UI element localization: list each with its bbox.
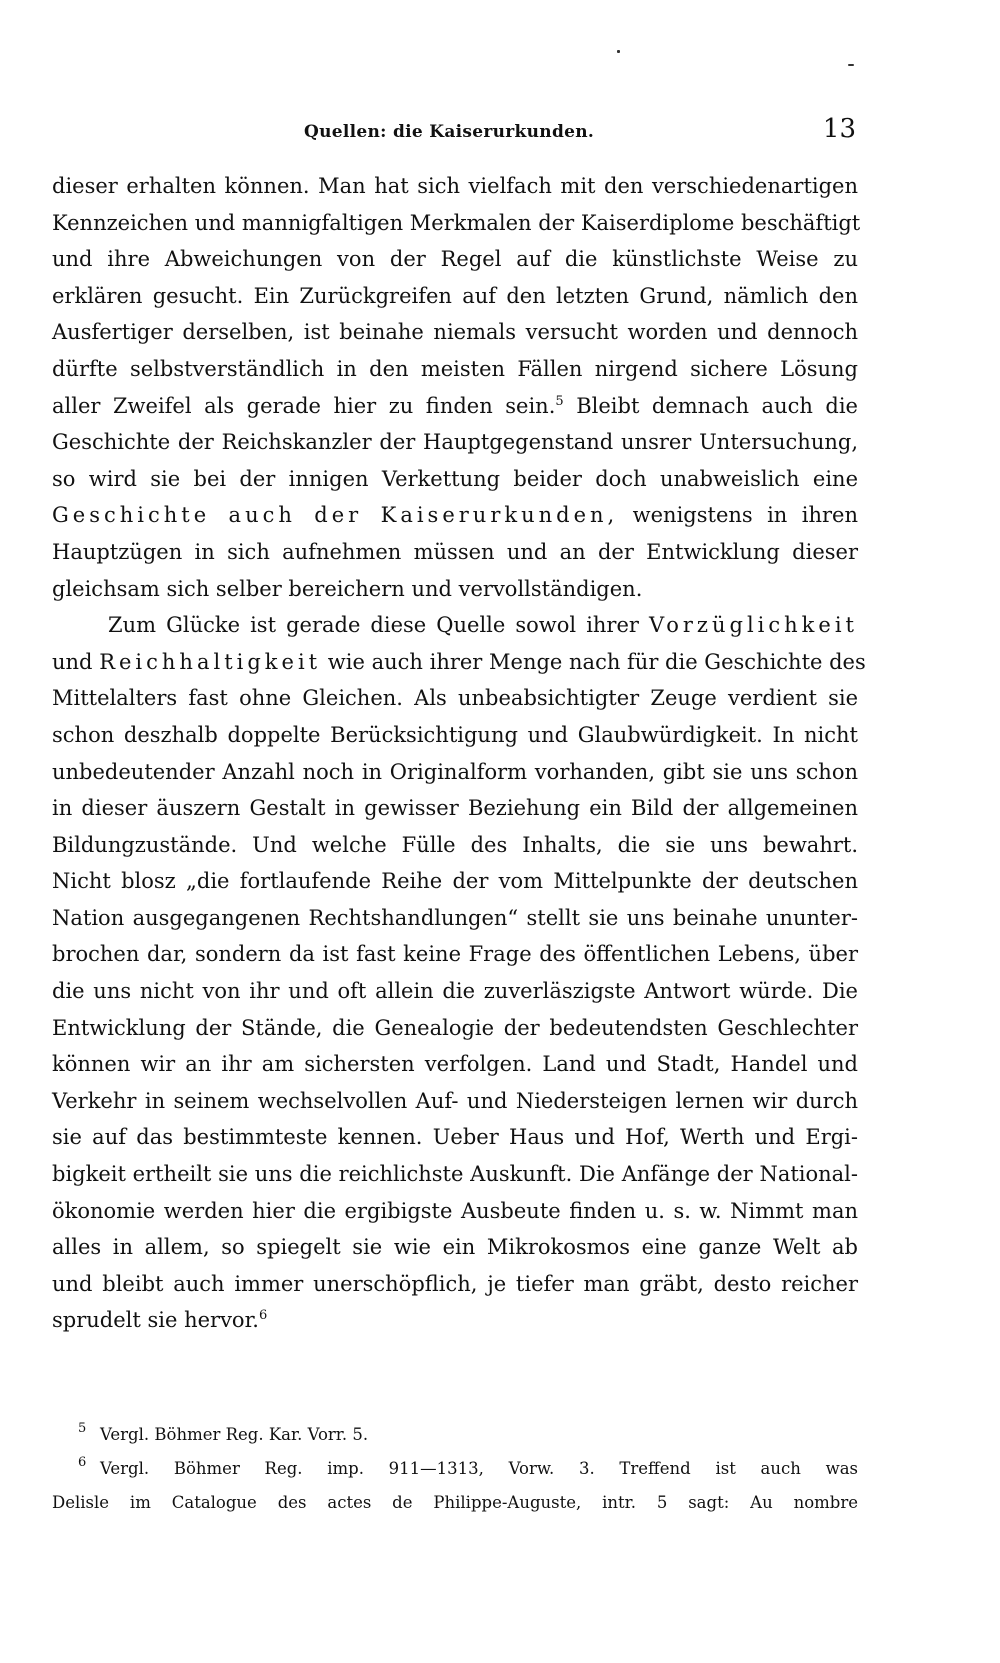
text-segment: wie auch ihrer Menge nach für die Geschichte des: [327, 649, 866, 674]
text-line: Entwicklung der Stände, die Genealogie der bedeutendsten Geschlechter: [52, 1015, 858, 1040]
spaced-emphasis: Reichhaltigkeit: [99, 649, 322, 674]
text-line: [52, 607, 858, 644]
text-segment: und: [52, 649, 93, 674]
spaced-emphasis: Geschichte auch der Kaiserurkunden,: [52, 503, 619, 528]
footnote-5: [52, 1418, 858, 1452]
text-line: erklären gesucht. Ein Zurückgreifen auf den letzten Grund, nämlich den: [52, 283, 858, 308]
page-number: 13: [822, 114, 856, 144]
text-line: [52, 497, 858, 534]
text-line: Kennzeichen und mannigfaltigen Merkmalen der Kaiserdiplome beschäftigt: [52, 210, 861, 235]
text-line: schon deszhalb doppelte Berücksichtigung und Glaubwürdigkeit. In nicht: [52, 722, 858, 747]
footnote-text: Vergl. Böhmer Reg. imp. 911—1313, Vorw. 3. Treffend ist auch was: [100, 1459, 858, 1478]
text-line: dieser erhalten können. Man hat sich vielfach mit den verschiedenartigen: [52, 174, 858, 198]
text-segment: Bleibt demnach auch die: [576, 393, 858, 418]
footnote-6-continued: Delisle im Catalogue des actes de Philippe-Auguste, intr. 5 sagt: Au nombre: [52, 1493, 858, 1512]
text-line: in dieser äuszern Gestalt in gewisser Beziehung ein Bild der allgemeinen: [52, 796, 858, 821]
text-line: die uns nicht von ihr und oft allein die zuverläszigste Antwort würde. Die: [52, 979, 858, 1004]
scan-speck: [617, 50, 620, 53]
footnote-reference[interactable]: 5: [555, 393, 564, 409]
text-segment: sprudelt sie hervor.: [52, 1308, 259, 1333]
text-segment: wenigstens in ihren: [632, 503, 858, 528]
text-line: Nation ausgegangenen Rechtshandlungen“ stellt sie uns beinahe ununter-: [52, 905, 858, 930]
text-line: Bildungzustände. Und welche Fülle des Inhalts, die sie uns bewahrt.: [52, 832, 858, 857]
spaced-emphasis: Vorzüglichkeit: [649, 613, 858, 638]
footnote-marker: 6: [78, 1455, 87, 1470]
footnotes: [52, 1418, 858, 1520]
text-line: dürfte selbstverständlich in den meisten Fällen nirgend sichere Lösung: [52, 356, 858, 381]
text-line: sie auf das bestimmteste kennen. Ueber Haus und Hof, Werth und Ergi-: [52, 1125, 858, 1150]
text-line: und bleibt auch immer unerschöpflich, je tiefer man gräbt, desto reicher: [52, 1271, 858, 1296]
text-line: Mittelalters fast ohne Gleichen. Als unbeabsichtigter Zeuge verdient sie: [52, 686, 858, 711]
text-line: so wird sie bei der innigen Verkettung beider doch unabweislich eine: [52, 466, 858, 491]
text-line: und ihre Abweichungen von der Regel auf die künstlichste Weise zu: [52, 247, 858, 272]
footnote-text: Vergl. Böhmer Reg. Kar. Vorr. 5.: [100, 1425, 369, 1444]
text-line: können wir an ihr am sichersten verfolgen. Land und Stadt, Handel und: [52, 1052, 858, 1077]
text-line: gleichsam sich selber bereichern und vervollständigen.: [52, 576, 643, 601]
footnote-reference[interactable]: 6: [259, 1308, 268, 1324]
text-line: alles in allem, so spiegelt sie wie ein Mikrokosmos eine ganze Welt ab: [52, 1235, 858, 1260]
text-line: [52, 388, 858, 425]
text-line: [52, 644, 866, 681]
text-line: brochen dar, sondern da ist fast keine Frage des öffentlichen Lebens, über: [52, 942, 858, 967]
scan-speck: [848, 64, 854, 66]
text-line: Nicht blosz „die fortlaufende Reihe der vom Mittelpunkte der deutschen: [52, 869, 858, 894]
running-head: Quellen: die Kaiserurkunden.: [304, 122, 595, 142]
text-line: Geschichte der Reichskanzler der Hauptgegenstand unsrer Untersuchung,: [52, 430, 858, 455]
body-text: [52, 168, 866, 1339]
text-line: Verkehr in seinem wechselvollen Auf- und Niedersteigen lernen wir durch: [52, 1088, 858, 1113]
text-line: [52, 1302, 858, 1339]
text-line: Ausfertiger derselben, ist beinahe niemals versucht worden und dennoch: [52, 320, 858, 345]
text-segment: Zum Glücke ist gerade diese Quelle sowol ihrer: [108, 613, 639, 638]
text-line: Hauptzügen in sich aufnehmen müssen und an der Entwicklung dieser: [52, 539, 858, 564]
text-line: bigkeit ertheilt sie uns die reichlichste Auskunft. Die Anfänge der National-: [52, 1162, 858, 1187]
page-header: [52, 112, 856, 148]
text-line: ökonomie werden hier die ergibigste Ausbeute finden u. s. w. Nimmt man: [52, 1198, 858, 1223]
text-line: unbedeutender Anzahl noch in Originalform vorhanden, gibt sie uns schon: [52, 759, 858, 784]
footnote-6: [52, 1452, 858, 1486]
text-segment: aller Zweifel als gerade hier zu finden sein.: [52, 393, 556, 418]
footnote-marker: 5: [78, 1421, 87, 1436]
